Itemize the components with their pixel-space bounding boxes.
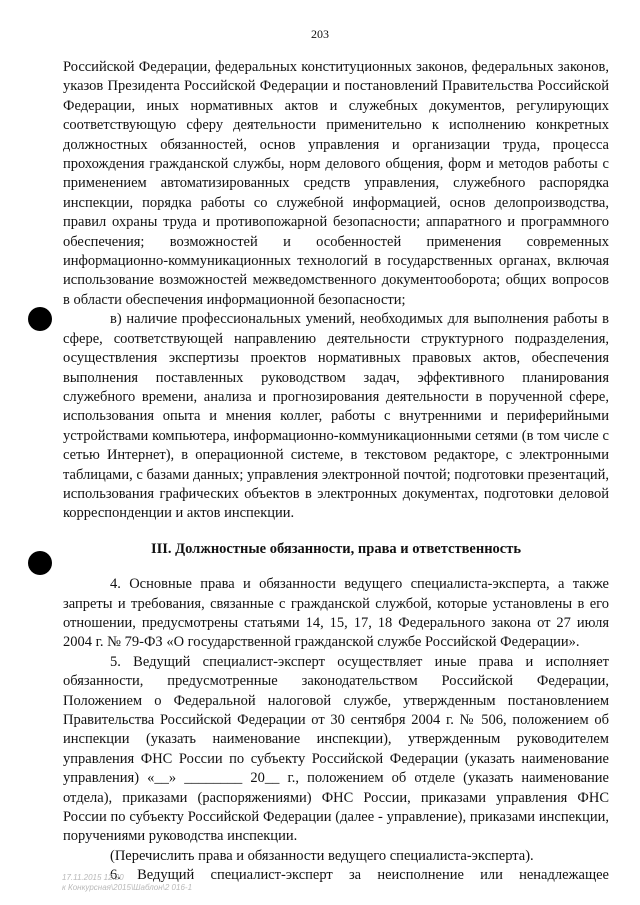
paragraph-5-note: (Перечислить права и обязанности ведущего специалиста-эксперта). xyxy=(110,847,534,864)
paragraph-skills: в) наличие профессиональных умений, необходимых для выполнения работы в сфере, соответствующей направлению деятельности структурного подразделения, осуществления экспертизы проектов нормативных правовых актов, обеспечения выполнения поставленных руководством задач, эффективного планирования служебного времени, анализа и прогнозирования деятельности в порученной сфере, использования опыта и мнения коллег, работы с внутренними и периферийными устройствами компьютера, информационно-коммуникационными сетями (в том числе с сетью Интернет), в операционной системе, в текстовом редакторе, с электронными таблицами, с базами данных; управления электронной почтой; подготовки презентаций, использования графических объектов в электронных документах, подготовки деловой корреспонденции и актов инспекции. xyxy=(63,311,609,522)
section-heading: III. Должностные обязанности, права и ответственность xyxy=(150,540,522,557)
punch-hole-mark xyxy=(28,307,52,331)
paragraph-4: 4. Основные права и обязанности ведущего специалиста-эксперта, а также запреты и требования, связанные с гражданской службой, которые установлены в его отношении, предусмотрены статьями 14, 15, 17, 18 Федерального закона от 27 июля 2004 г. № 79-ФЗ «О государственной гражданской службе Российской Федерации». xyxy=(63,576,609,651)
paragraph-5: 5. Ведущий специалист-эксперт осуществляет иные права и исполняет обязанности, предусмотренные законодательством Российской Федерации, Положением о Федеральной налоговой службе, утвержденным постановлением Правительства Российской Федерации от 30 сентября 2004 г. № 506, положением об инспекции (указать наименование инспекции), утвержденным руководителем управления ФНС России по субъекту Российской Федерации (указать наименование управления) «__» ________ 20__ г., положением об отделе (указать наименование отдела), приказами (распоряжениями) ФНС России, приказами управления ФНС России по субъекту Российской Федерации (далее - управление), приказами инспекции, поручениями руководства инспекции. xyxy=(63,653,609,845)
punch-hole-mark xyxy=(28,551,52,575)
page-number: 203 xyxy=(311,27,329,41)
paragraph-6: 6. Ведущий специалист-эксперт за неисполнение или ненадлежащее xyxy=(110,867,609,884)
document-body xyxy=(63,58,609,886)
paragraph-continuation: Российской Федерации, федеральных конституционных законов, федеральных законов, указов Президента Российской Федерации и постановлений Правительства Российской Федерации, иных нормативных актов и служебных документов, регулирующих соответствующую сферу деятельности применительно к исполнению конкретных должностных обязанностей, основ управления и организации труда, процесса прохождения гражданской службы, норм делового общения, форм и методов работы с применением автоматизированных средств управления, служебного распорядка инспекции, порядка работы со служебной информацией, основ делопроизводства, правил охраны труда и противопожарной безопасности; аппаратного и программного обеспечения; возможностей и особенностей применения современных информационно-коммуникационных технологий в государственных органах, включая использование возможностей межведомственного документооборота; общих вопросов в области обеспечения информационной безопасности; xyxy=(63,59,609,308)
stamp-path: к Конкурсная\2015\Шаблон\2 016-1 xyxy=(62,883,193,892)
file-stamp xyxy=(62,873,192,893)
stamp-date: 17.11.2015 12:20 xyxy=(62,873,124,882)
